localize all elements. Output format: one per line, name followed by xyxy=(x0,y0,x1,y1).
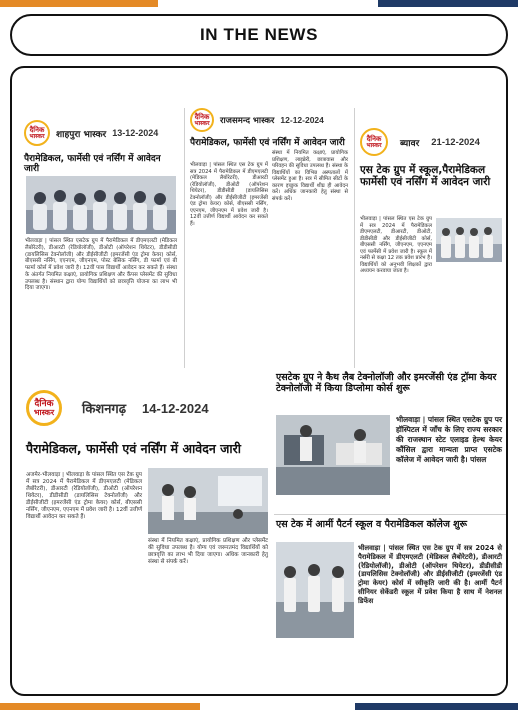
news-clip-rajsamand xyxy=(188,106,350,364)
clip-body-col1: भीलवाड़ा | पांसल स्थित एस टेक ग्रुप में सत्र 2024 में पैरामेडिकल में डीएमएलटी (मेडिकल लैबोरेटरी), डीआरटी (रेडियोलॉजी), डीओटी (ऑपरेशन थियेटर), डीडीसीडी (डायलिसिस टेक्नोलॉजी) और डीईसीजीटी (इमरजेंसी एंड ट्रोमा केयर) कोर्स, बीएससी नर्सिंग, एएनएम, जीएनएम में प्रवेश जारी है। 12वीं उत्तीर्ण विद्यार्थी आवेदन कर सकते हैं। xyxy=(190,162,268,227)
news-collage-frame xyxy=(10,66,508,696)
clip-body: भीलवाड़ा | पांसल स्थित एस टेक ग्रुप में सत्र 2024 से पैरामेडिकल में डीएमएलटी (मेडिकल लैबोरेटरी), डीआरटी (रेडियोलॉजी), डीओटी (ऑपरेशन थियेटर), डीडीसीडी (डायलिसिस टेक्नोलॉजी) और डीईसीजीटी (इमरजेंसी एंड ट्रोमा केयर) कोर्स में स्वीकृति जारी की है। आर्मी पैटर्न सीनियर सेकेंडरी स्कूल में प्रवेश किया है साथ में नेशनल डिफेंस xyxy=(358,544,502,605)
clip-headline: पैरामेडिकल, फार्मेसी एवं नर्सिंग में आवेदन जारी xyxy=(190,138,345,148)
clip-body: भीलवाड़ा | पांसल स्थित एस टेक ग्रुप में सत्र 2024 में पैरामेडिकल डीएमएलटी, डीआरटी, डीओटी, डीडीसीडी और डीईसीजीटी कोर्स, बीएससी नर्सिंग, जीएनएम, एएनएम एवं फार्मेसी में प्रवेश जारी है। स्कूल में नर्सरी से कक्षा 12 तक प्रवेश प्रारंभ है। विद्यार्थियों को अनुभवी शिक्षकों द्वारा अध्ययन करवाया जाता है। xyxy=(360,216,432,274)
clip-date: 13-12-2024 xyxy=(112,128,159,138)
news-clip-kishangarh xyxy=(22,386,272,682)
news-clip-beawar xyxy=(358,126,506,366)
clip-headline: एस टेक ग्रुप में स्कूल,पैरामेडिकल फार्मेसी एवं नर्सिंग में आवेदन जारी xyxy=(360,164,491,189)
clip-headline: एस टेक में आर्मी पैटर्न स्कूल व पैरामेडिकल कॉलेज शुरू xyxy=(276,519,468,530)
clip-headline: पैरामेडिकल, फार्मेसी एवं नर्सिंग में आवेदन जारी xyxy=(26,441,241,456)
clip-body-col2: संस्था में नियमित कक्षाएं, प्रायोगिक प्रशिक्षण और प्लेसमेंट की सुविधा उपलब्ध है। योग्य एवं जरूरतमंद विद्यार्थियों को छात्रवृत्ति का लाभ भी दिया जाएगा। अधिक जानकारी हेतु संस्था से संपर्क करें। xyxy=(148,538,268,565)
section-title: IN THE NEWS xyxy=(199,25,319,44)
clip-masthead xyxy=(360,128,506,156)
dainik-bhaskar-logo: दैनिक भास्कर xyxy=(190,108,214,132)
news-clip-cath-lab xyxy=(274,371,506,511)
clip-masthead xyxy=(24,120,180,146)
clip-city: किशनगढ़ xyxy=(82,402,127,417)
news-clip-army-school xyxy=(274,518,506,692)
clip-city: राजसमन्द भास्कर xyxy=(220,115,275,126)
clip-masthead xyxy=(26,390,272,426)
clip-photo-classroom xyxy=(148,468,268,534)
clip-body-col1: अजमेर-भीलवाड़ा | भीलवाड़ा के पांसल स्थित एस टेक ग्रुप में सत्र 2024 में पैरामेडिकल में डीएमएलटी (मेडिकल लैबोरेटरी), डीआरटी (रेडियोलॉजी), डीओटी (ऑपरेशन थियेटर), डीडीसीडी (डायलिसिस टेक्नोलॉजी) और डीईसीजीटी (इमरजेंसी एंड ट्रोमा केयर) कोर्स, बीएससी नर्सिंग, जीएनएम, एएनएम में प्रवेश जारी है। 12वीं उत्तीर्ण विद्यार्थी आवेदन कर सकते हैं। xyxy=(26,472,142,520)
divider-horizontal-mid xyxy=(274,514,506,515)
top-accent-orange xyxy=(0,0,158,7)
top-accent-navy xyxy=(378,0,518,7)
news-clip-shahpura xyxy=(22,118,180,390)
clip-city: शाहपुरा भास्कर xyxy=(56,129,107,140)
divider-vertical-top xyxy=(184,108,185,368)
clip-photo-students-group xyxy=(276,542,354,638)
bottom-accent-navy xyxy=(355,703,518,710)
clip-city: ब्यावर xyxy=(400,138,420,149)
dainik-bhaskar-logo: दैनिक भास्कर xyxy=(360,128,388,156)
clip-body: भीलवाड़ा | पांसल स्थित एसटेक ग्रुप में पैरामेडिकल में डीएमएलटी (मेडिकल लैबोरेटरी), डीआरटी (रेडियोलॉजी), डीओटी (ऑपरेशन थियेटर), डीडीसीडी (डायलिसिस टेक्नोलॉजी) और डीईसीजीटी (इमरजेंसी एंड ट्रोमा केयर) कोर्स, बीएससी नर्सिंग, एएनएम, जीएनएम, पोस्ट बेसिक नर्सिंग, डी फार्मा एवं बी फार्मा कोर्स में प्रवेश जारी है। 12वीं पास विद्यार्थी आवेदन कर सकते हैं। संस्था के अंतर्गत नियमित कक्षाएं, प्रायोगिक प्रशिक्षण और कैंपस प्लेसमेंट की सुविधा उपलब्ध है। संस्थान द्वारा योग्य विद्यार्थियों को छात्रवृत्ति योजना का लाभ भी दिया जाएगा। xyxy=(25,238,177,292)
clip-photo-students xyxy=(436,218,502,262)
clip-photo-group xyxy=(26,176,176,234)
clip-body: भीलवाड़ा | पांसल स्थित एसटेक ग्रुप पर हॉस्पिटल में जाँच के लिए राज्य सरकार की राजस्थान स्टेट एलाइड हेल्थ केयर कौंसिल द्वारा मान्यता प्राप्त एसटेक कॉलेज में आवेदन जारी है। पांसल xyxy=(396,415,502,464)
clip-headline: पैरामेडिकल, फार्मेसी एवं नर्सिंग में आवेदन जारी xyxy=(24,154,161,175)
clip-body-col2: संस्था में नियमित कक्षाएं, प्रायोगिक प्रशिक्षण, लाइब्रेरी, छात्रावास और परिवहन की सुविधा उपलब्ध है। संस्था के विद्यार्थियों का विभिन्न अस्पतालों में प्लेसमेंट हुआ है। सत्र में सीमित सीटों के कारण इच्छुक विद्यार्थी शीघ्र ही आवेदन करें। अधिक जानकारी हेतु संस्था से संपर्क करें। xyxy=(272,150,348,202)
divider-vertical-top-right xyxy=(354,108,355,368)
clip-date: 12-12-2024 xyxy=(280,115,324,125)
bottom-accent-orange xyxy=(0,703,200,710)
section-title-pill xyxy=(10,14,508,56)
dainik-bhaskar-logo: दैनिक भास्कर xyxy=(26,390,62,426)
clip-photo-lab xyxy=(276,415,390,495)
top-accent-white xyxy=(158,0,378,7)
clip-date: 21-12-2024 xyxy=(431,136,480,148)
clip-masthead xyxy=(190,108,350,132)
clip-date: 14-12-2024 xyxy=(142,400,209,416)
clip-headline: एसटेक ग्रुप ने कैथ लैब टेक्नोलॉजी और इमरजेंसी एंड ट्रॉमा केयर टेक्नोलॉजी में किया डिप्लोमा कोर्स शुरू xyxy=(276,372,497,394)
dainik-bhaskar-logo: दैनिक भास्कर xyxy=(24,120,50,146)
